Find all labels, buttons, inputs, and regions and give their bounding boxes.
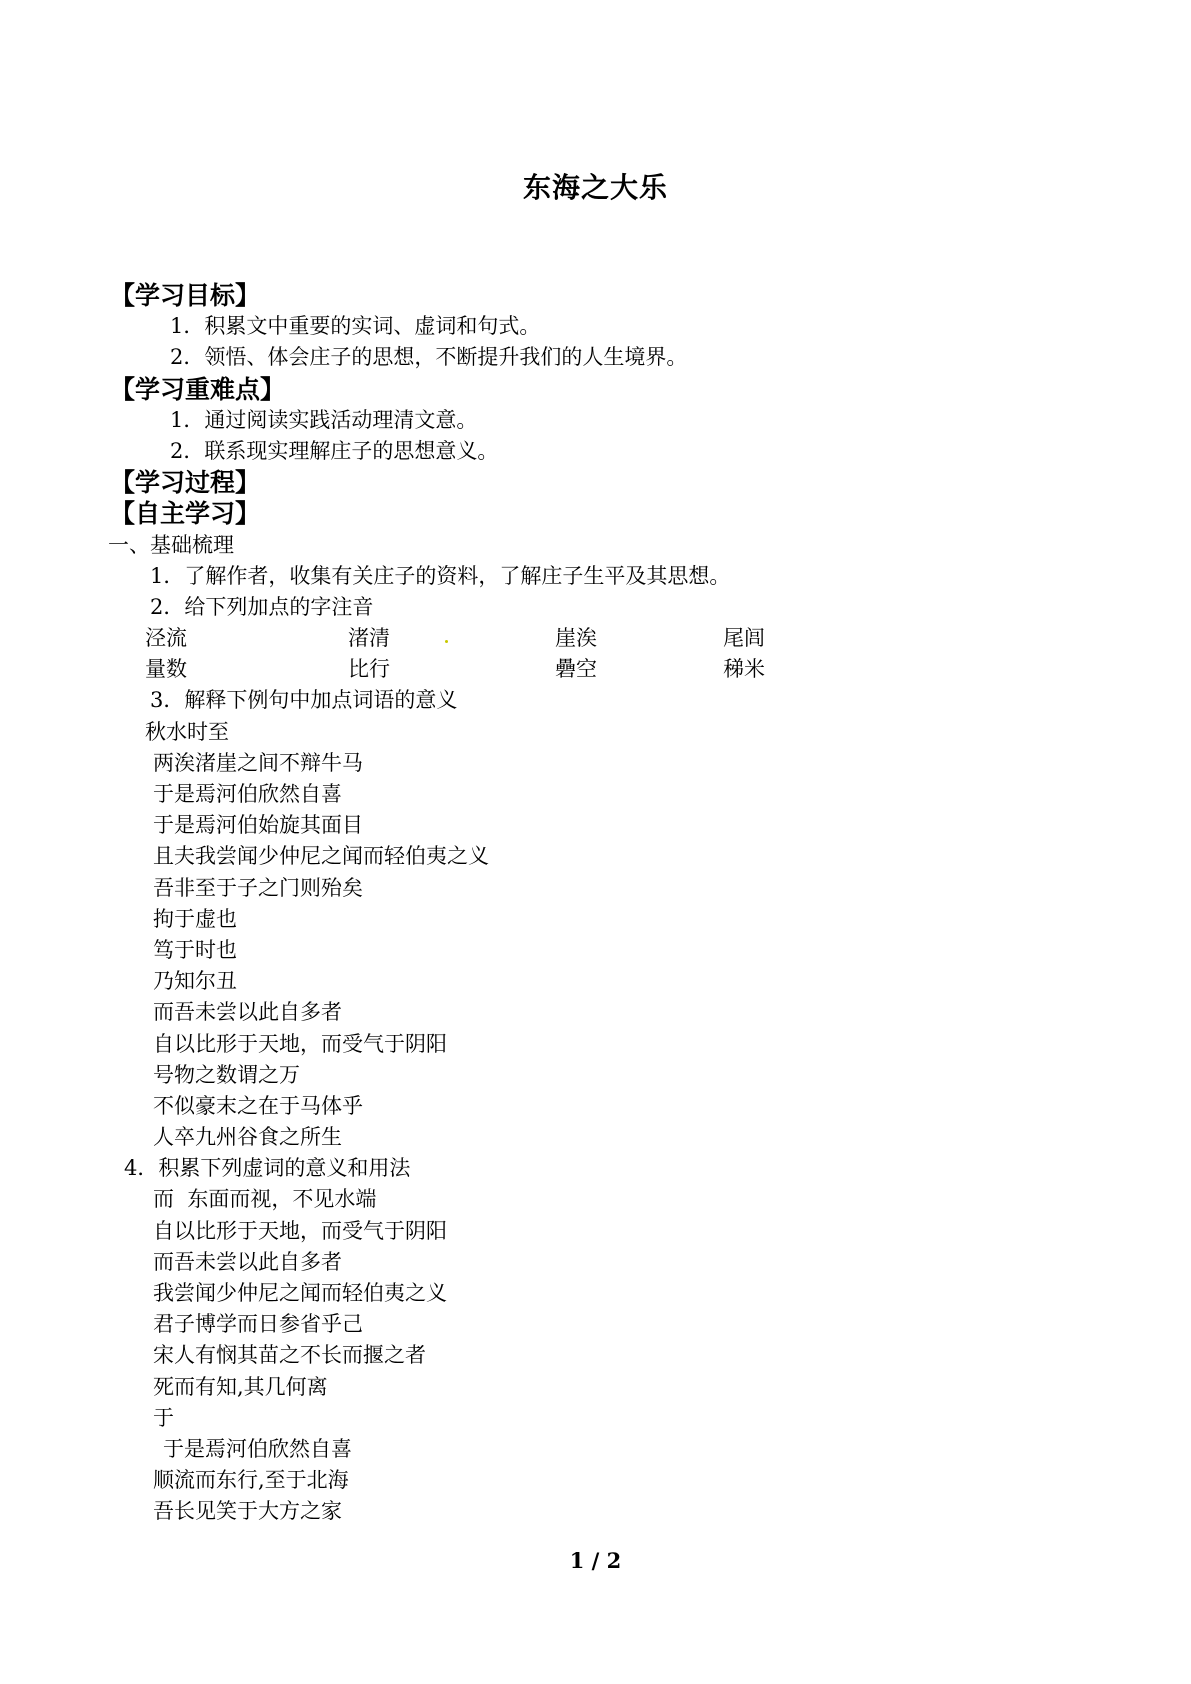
document-title: 东海之大乐 <box>522 171 668 204</box>
function-word-item: 而吾未尝以此自多者 <box>153 1249 342 1274</box>
explain-item: 于是焉河伯欣然自喜 <box>153 782 342 806</box>
function-word-item: 君子博学而日参省乎己 <box>153 1312 363 1337</box>
explain-item: 拘于虚也 <box>153 906 237 931</box>
question-3: 3．解释下例句中加点词语的意义 <box>150 688 458 713</box>
pronunciation-word: 崖涘 <box>555 626 597 651</box>
page-number: 1 / 2 <box>569 1548 622 1573</box>
pronunciation-word: 礨空 <box>555 657 597 682</box>
section-heading-process: 【学习过程】 <box>110 468 261 498</box>
function-word-item: 而 东面而视，不见水端 <box>153 1187 377 1212</box>
question-4: 4．积累下列虚词的意义和用法 <box>124 1156 411 1181</box>
explain-item: 秋水时至 <box>145 719 229 744</box>
function-word-item: 吾长见笑于大方之家 <box>153 1499 342 1524</box>
section-heading-self-study: 【自主学习】 <box>110 499 261 529</box>
document-body <box>108 280 1092 1528</box>
basics-heading: 一、基础梳理 <box>108 532 234 557</box>
function-word-item: 死而有知,其几何离 <box>153 1374 328 1399</box>
function-word-item: 我尝闻少仲尼之闻而轻伯夷之义 <box>153 1281 447 1305</box>
pronunciation-word: 比行 <box>348 657 390 682</box>
explain-item: 且夫我尝闻少仲尼之闻而轻伯夷之义 <box>153 844 489 869</box>
explain-item: 两涘渚崖之间不辩牛马 <box>153 750 363 775</box>
objective-item: 2．领悟、体会庄子的思想，不断提升我们的人生境界。 <box>170 345 688 370</box>
explain-item: 吾非至于子之门则殆矣 <box>153 875 363 900</box>
pronunciation-word: 渚清 <box>348 626 390 651</box>
pronunciation-row <box>112 623 1092 654</box>
question-1: 1．了解作者，收集有关庄子的资料，了解庄子生平及其思想。 <box>150 563 731 588</box>
explain-item: 自以比形于天地，而受气于阴阳 <box>153 1031 447 1056</box>
function-word-item: 顺流而东行,至于北海 <box>153 1468 349 1493</box>
explain-item: 而吾未尝以此自多者 <box>153 1000 342 1025</box>
function-word-item: 于是焉河伯欣然自喜 <box>163 1436 352 1461</box>
explain-item: 不似豪末之在于马体乎 <box>153 1093 363 1118</box>
stray-dot <box>445 640 448 643</box>
function-word-item: 宋人有悯其苗之不长而揠之者 <box>153 1343 426 1368</box>
function-word-item: 自以比形于天地，而受气于阴阳 <box>153 1218 447 1243</box>
pronunciation-row <box>112 654 1092 685</box>
pronunciation-word: 泾流 <box>145 626 187 651</box>
section-heading-key-points: 【学习重难点】 <box>110 374 286 404</box>
explain-item: 笃于时也 <box>153 937 237 962</box>
explain-item: 于是焉河伯始旋其面目 <box>153 813 363 838</box>
key-point-item: 2．联系现实理解庄子的思想意义。 <box>170 438 499 463</box>
pronunciation-word: 尾闾 <box>723 626 765 651</box>
explain-item: 号物之数谓之万 <box>153 1062 300 1087</box>
key-point-item: 1．通过阅读实践活动理清文意。 <box>170 407 478 432</box>
function-word-label: 于 <box>153 1405 174 1430</box>
question-2: 2．给下列加点的字注音 <box>150 594 374 619</box>
explain-item: 人卒九州谷食之所生 <box>153 1125 342 1150</box>
objective-item: 1．积累文中重要的实词、虚词和句式。 <box>170 314 541 339</box>
explain-item: 乃知尔丑 <box>153 969 237 994</box>
section-heading-objectives: 【学习目标】 <box>110 281 261 310</box>
pronunciation-word: 稊米 <box>723 657 765 682</box>
pronunciation-word: 量数 <box>145 657 187 682</box>
